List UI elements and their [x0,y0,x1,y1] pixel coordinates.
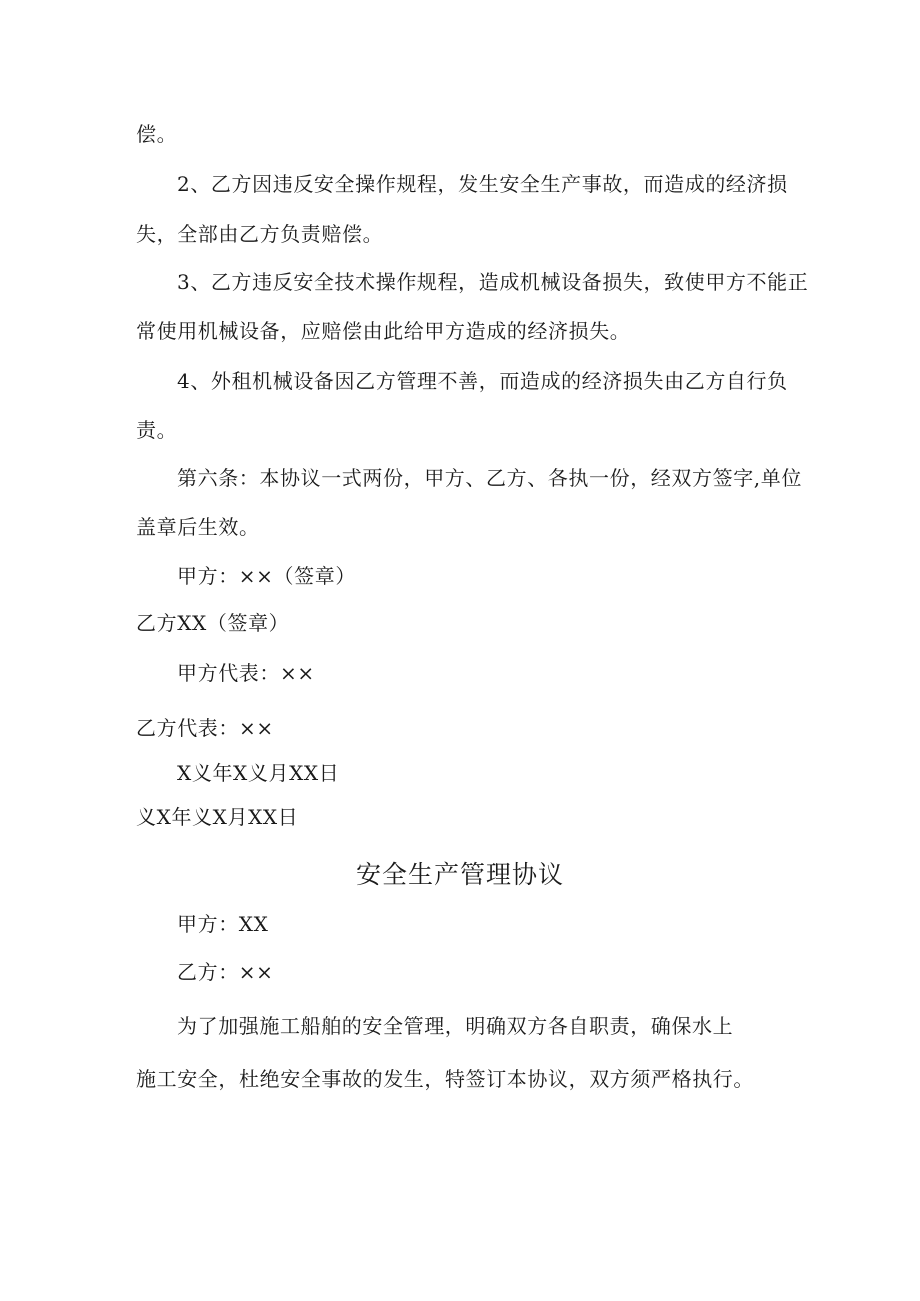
party-b-representative: 乙方代表：×× [136,716,274,740]
article-6-line-1: 第六条：本协议一式两份，甲方、乙方、各执一份，经双方签字,单位 [177,466,802,490]
party-a-representative: 甲方代表：×× [177,661,315,685]
party-a-date: X义年X义月XX日 [177,761,340,785]
clause-4-line-2: 责。 [136,418,178,442]
preamble-line-1: 为了加强施工船舶的安全管理，明确双方各自职责，确保水上 [177,1014,734,1038]
preamble-line-2: 施工安全，杜绝安全事故的发生，特签订本协议，双方须严格执行。 [136,1067,754,1091]
text-line: 偿。 [136,122,178,146]
party-b-label: 乙方：×× [177,960,274,984]
clause-2-line-2: 失，全部由乙方负责赔偿。 [136,222,384,246]
clause-2-line-1: 2、乙方因违反安全操作规程，发生安全生产事故，而造成的经济损 [177,172,788,196]
clause-4-line-1: 4、外租机械设备因乙方管理不善，而造成的经济损失由乙方自行负 [177,369,788,393]
clause-3-line-2: 常使用机械设备，应赔偿由此给甲方造成的经济损失。 [136,319,631,343]
party-a-label: 甲方：XX [177,912,269,936]
party-b-date: 义X年义X月XX日 [136,805,299,829]
article-6-line-2: 盖章后生效。 [136,515,260,539]
party-a-signature: 甲方：××（签章） [177,564,356,588]
party-b-signature: 乙方XX（签章） [136,611,290,635]
section-title: 安全生产管理协议 [355,860,564,889]
clause-3-line-1: 3、乙方违反安全技术操作规程，造成机械设备损失，致使甲方不能正 [177,270,809,294]
